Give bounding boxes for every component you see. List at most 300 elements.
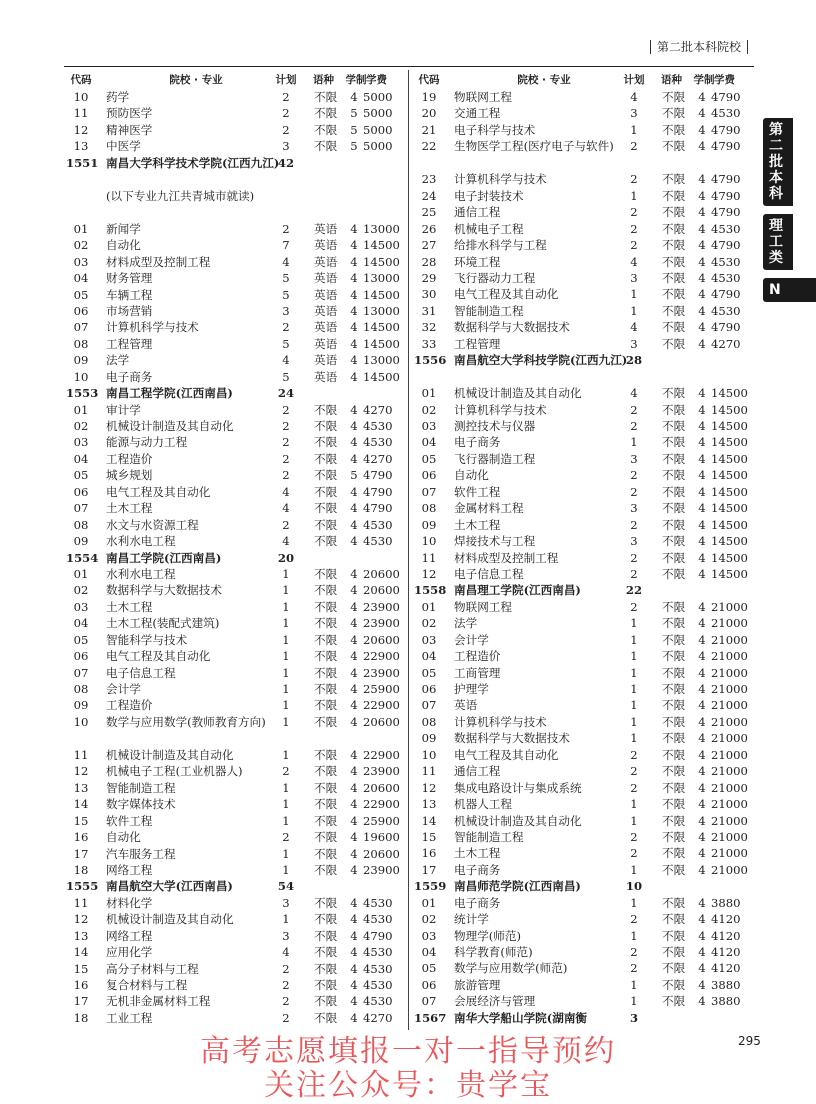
cell-name: 计算机科学与技术	[454, 172, 547, 187]
cell-years: 4	[350, 665, 358, 680]
column-header	[66, 72, 406, 89]
cell-lang: 不限	[662, 336, 686, 351]
cell-name: 南昌航空大学科技学院(江西九江)	[454, 353, 628, 368]
table-row	[66, 566, 406, 582]
cell-name: 护理学	[454, 682, 489, 696]
cell-plan: 4	[282, 534, 290, 549]
cell-fee: 14500	[363, 254, 400, 269]
cell-fee: 22900	[363, 698, 400, 713]
cell-plan: 2	[630, 402, 638, 417]
cell-plan: 1	[630, 287, 638, 302]
cell-plan: 1	[282, 616, 290, 631]
cell-code: 10	[73, 714, 89, 729]
cell-lang: 不限	[314, 139, 338, 154]
table-row	[414, 550, 754, 566]
cell-fee: 4530	[363, 994, 393, 1009]
cell-name: 精神医学	[106, 122, 153, 137]
cell-name: 数学与应用数学(教师教育方向)	[106, 714, 266, 729]
cell-plan: 1	[282, 912, 290, 927]
cell-fee: 13000	[363, 353, 400, 368]
cell-plan: 2	[282, 90, 290, 104]
cell-plan: 7	[282, 238, 290, 253]
cell-name: 机械设计制造及其自动化	[106, 747, 234, 762]
table-row	[66, 270, 406, 286]
cell-years: 4	[350, 649, 358, 664]
side-tab-letter: N	[763, 278, 816, 302]
cell-code: 08	[73, 682, 89, 696]
cell-fee: 14500	[711, 402, 748, 417]
cell-years: 4	[698, 566, 706, 581]
cell-fee: 21000	[711, 682, 748, 696]
cell-code: 07	[73, 320, 89, 335]
table-row	[66, 961, 406, 977]
table-row	[66, 829, 406, 845]
cell-name: 电气工程及其自动化	[106, 484, 211, 499]
cell-years: 4	[698, 862, 706, 877]
cell-lang: 不限	[662, 221, 686, 236]
cell-years: 4	[698, 106, 706, 121]
cell-years: 4	[698, 139, 706, 154]
table-row	[414, 862, 754, 878]
cell-name: 机械设计制造及其自动化	[454, 386, 582, 401]
cell-years: 4	[698, 501, 706, 516]
cell-plan: 2	[282, 830, 290, 845]
cell-name: 旅游管理	[454, 977, 501, 992]
cell-plan: 1	[282, 682, 290, 696]
cell-name: 工程管理	[454, 336, 501, 351]
cell-name: 水文与水资源工程	[106, 517, 199, 532]
table-row	[414, 418, 754, 434]
cell-name: 网络工程	[106, 862, 153, 877]
cell-name: 电气工程及其自动化	[106, 649, 211, 664]
table-row	[414, 993, 754, 1009]
table-row	[414, 122, 754, 138]
cell-fee: 4790	[711, 122, 741, 137]
cell-code: 20	[421, 106, 437, 121]
cell-lang: 不限	[314, 912, 338, 927]
table-row	[414, 665, 754, 681]
cell-code: 1551	[66, 155, 99, 170]
cell-plan: 1	[282, 862, 290, 877]
cell-name: 土木工程(装配式建筑)	[106, 616, 220, 631]
cell-name: 车辆工程	[106, 287, 153, 302]
cell-plan: 2	[282, 419, 290, 433]
table-row	[66, 632, 406, 648]
cell-name: 南昌工程学院(江西南昌)	[106, 386, 233, 401]
cell-code: 12	[73, 912, 89, 927]
table-row	[66, 993, 406, 1009]
cell-fee: 4790	[711, 172, 741, 187]
cell-years: 4	[350, 1010, 358, 1025]
cell-name: 数学与应用数学(师范)	[454, 961, 568, 976]
cell-lang: 英语	[314, 336, 338, 351]
cell-code: 04	[421, 435, 437, 450]
cell-years: 4	[350, 517, 358, 532]
table-row	[414, 105, 754, 121]
cell-code: 05	[421, 665, 437, 680]
column-header-years: 学制	[693, 74, 715, 86]
cell-name: 机械电子工程(工业机器人)	[106, 764, 243, 779]
cell-years: 4	[698, 649, 706, 664]
cell-plan: 2	[630, 172, 638, 187]
cell-name: 土木工程	[454, 517, 501, 532]
cell-code: 15	[73, 961, 89, 976]
table-row	[414, 270, 754, 286]
cell-name: 材料成型及控制工程	[106, 254, 211, 269]
table-row	[414, 648, 754, 664]
cell-years: 4	[698, 517, 706, 532]
cell-lang: 不限	[314, 106, 338, 121]
cell-name: 通信工程	[454, 764, 501, 779]
cell-fee: 4530	[711, 270, 741, 285]
cell-code: 02	[421, 402, 437, 417]
cell-fee: 14500	[363, 369, 400, 384]
cell-fee: 14500	[363, 238, 400, 253]
cell-years: 4	[698, 254, 706, 269]
cell-lang: 不限	[662, 599, 686, 614]
cell-fee: 14500	[363, 336, 400, 351]
cell-fee: 22900	[363, 797, 400, 812]
cell-plan: 2	[630, 747, 638, 762]
cell-lang: 不限	[662, 764, 686, 779]
table-row	[414, 681, 754, 697]
cell-fee: 13000	[363, 271, 400, 286]
cell-years: 4	[350, 303, 358, 318]
cell-plan: 3	[630, 270, 638, 285]
cell-fee: 4530	[363, 895, 393, 910]
table-row	[66, 846, 406, 862]
cell-code: 18	[73, 862, 89, 877]
cell-lang: 不限	[662, 435, 686, 450]
cell-years: 4	[698, 320, 706, 335]
cell-name: 南华大学船山学院(湖南衡	[454, 1010, 588, 1025]
cell-code: 03	[421, 632, 437, 647]
cell-years: 4	[698, 435, 706, 450]
cell-name: 电子信息工程	[454, 566, 524, 581]
cell-plan: 1	[630, 665, 638, 680]
cell-plan: 2	[282, 764, 290, 779]
cell-plan: 28	[625, 353, 643, 368]
side-tab-batch: 第二批本科	[763, 118, 793, 206]
cell-name: 电子商务	[454, 895, 501, 910]
cell-plan: 2	[630, 829, 638, 844]
cell-lang: 不限	[662, 945, 686, 959]
table-row	[66, 138, 406, 154]
cell-lang: 不限	[662, 320, 686, 335]
table-row	[66, 287, 406, 303]
cell-lang: 不限	[314, 961, 338, 976]
cell-plan: 10	[625, 879, 643, 894]
column-header-name: 院校 · 专业	[517, 74, 571, 86]
cell-code: 04	[421, 649, 437, 664]
cell-lang: 不限	[662, 139, 686, 154]
cell-name: 无机非金属材料工程	[106, 994, 211, 1009]
table-row	[414, 697, 754, 713]
cell-name: 电子信息工程	[106, 665, 176, 680]
column-header-fee: 学费	[714, 74, 735, 86]
cell-plan: 4	[282, 945, 290, 960]
cell-fee: 23900	[363, 764, 400, 779]
cell-code: 02	[73, 419, 89, 433]
cell-plan: 2	[630, 566, 638, 581]
cell-plan: 1	[630, 928, 638, 943]
cell-code: 04	[73, 616, 89, 631]
cell-fee: 14500	[711, 534, 748, 549]
cell-code: 02	[73, 238, 89, 253]
table-row	[66, 681, 406, 697]
cell-code: 29	[421, 270, 437, 285]
table-row	[66, 533, 406, 549]
cell-years: 4	[698, 451, 706, 466]
cell-lang: 不限	[662, 829, 686, 844]
table-row	[414, 566, 754, 582]
table-row	[414, 895, 754, 911]
cell-name: 法学	[106, 353, 130, 368]
cell-fee: 20600	[363, 566, 400, 581]
table-row	[66, 763, 406, 779]
cell-plan: 3	[630, 451, 638, 466]
cell-years: 4	[350, 534, 358, 549]
table-row	[414, 484, 754, 500]
cell-fee: 4120	[711, 928, 741, 943]
cell-fee: 21000	[711, 632, 748, 647]
cell-years: 4	[350, 336, 358, 351]
cell-fee: 4790	[711, 320, 741, 335]
cell-plan: 1	[282, 599, 290, 614]
cell-years: 4	[350, 994, 358, 1009]
cell-fee: 3880	[711, 977, 741, 992]
cell-plan: 1	[282, 813, 290, 828]
cell-lang: 不限	[662, 303, 686, 318]
cell-code: 1553	[66, 386, 99, 401]
cell-plan: 22	[625, 583, 643, 598]
cell-plan: 3	[282, 303, 290, 318]
table-row	[66, 434, 406, 450]
cell-plan: 2	[282, 402, 290, 417]
cell-years: 4	[350, 451, 358, 466]
cell-plan: 5	[282, 369, 290, 384]
cell-plan: 3	[630, 501, 638, 516]
cell-years: 4	[698, 682, 706, 696]
table-row	[66, 582, 406, 598]
cell-plan: 1	[630, 813, 638, 828]
school-row	[66, 155, 406, 188]
cell-years: 4	[698, 945, 706, 959]
column-header-code: 代码	[70, 74, 92, 86]
cell-lang: 英语	[314, 221, 338, 236]
cell-name: 交通工程	[454, 106, 501, 121]
cell-years: 4	[698, 895, 706, 910]
cell-fee: 21000	[711, 797, 748, 812]
cell-name: 智能制造工程	[454, 303, 524, 318]
cell-lang: 不限	[662, 862, 686, 877]
cell-years: 4	[698, 928, 706, 943]
cell-name: 工程造价	[106, 451, 153, 466]
cell-years: 4	[350, 435, 358, 450]
cell-code: 17	[73, 994, 89, 1009]
table-row	[66, 813, 406, 829]
cell-code: 11	[73, 106, 89, 121]
cell-code: 12	[421, 566, 437, 581]
cell-name: 智能制造工程	[454, 829, 524, 844]
table-row	[66, 89, 406, 105]
cell-fee: 4120	[711, 961, 741, 976]
cell-lang: 不限	[314, 649, 338, 664]
school-row	[414, 1010, 754, 1026]
cell-plan: 2	[630, 238, 638, 253]
column-divider	[408, 70, 409, 1030]
cell-name: 市场营销	[106, 303, 153, 318]
cell-fee: 4530	[363, 912, 393, 927]
table-row	[414, 204, 754, 220]
cell-name: 物联网工程	[454, 599, 512, 614]
cell-code: 02	[421, 616, 437, 631]
cell-lang: 英语	[314, 238, 338, 253]
cell-plan: 2	[630, 205, 638, 220]
cell-fee: 4790	[363, 468, 393, 483]
table-row	[66, 451, 406, 467]
cell-lang: 不限	[662, 205, 686, 220]
school-row	[414, 582, 754, 598]
cell-lang: 不限	[662, 797, 686, 812]
cell-code: 03	[73, 435, 89, 450]
cell-years: 4	[350, 813, 358, 828]
cell-name: 材料化学	[106, 895, 153, 910]
cell-years: 4	[350, 895, 358, 910]
cell-plan: 2	[630, 221, 638, 236]
cell-fee: 21000	[711, 698, 748, 713]
cell-plan: 2	[282, 1010, 290, 1025]
cell-name: 计算机科学与技术	[454, 402, 547, 417]
cell-years: 4	[698, 961, 706, 976]
cell-lang: 不限	[314, 517, 338, 532]
cell-plan: 1	[282, 797, 290, 812]
cell-code: 07	[421, 994, 437, 1009]
cell-years: 4	[698, 714, 706, 729]
table-row	[414, 286, 754, 302]
cell-years: 4	[350, 682, 358, 696]
cell-plan: 2	[282, 517, 290, 532]
cell-code: 11	[421, 764, 437, 779]
cell-plan: 1	[282, 566, 290, 581]
cell-plan: 2	[282, 994, 290, 1009]
cell-fee: 21000	[711, 780, 748, 795]
cell-lang: 不限	[662, 780, 686, 795]
cell-lang: 英语	[314, 369, 338, 384]
cell-years: 4	[350, 501, 358, 516]
cell-code: 04	[421, 945, 437, 959]
cell-plan: 1	[630, 632, 638, 647]
cell-plan: 1	[630, 122, 638, 137]
cell-fee: 4790	[711, 238, 741, 253]
table-row	[414, 813, 754, 829]
cell-plan: 2	[630, 517, 638, 532]
table-row	[414, 402, 754, 418]
cell-years: 4	[698, 599, 706, 614]
cell-code: 1556	[414, 353, 447, 368]
table-row	[66, 254, 406, 270]
cell-code: 07	[73, 501, 89, 516]
cell-plan: 2	[282, 122, 290, 137]
cell-plan: 24	[277, 386, 295, 401]
cell-name: 电气工程及其自动化	[454, 287, 559, 302]
cell-plan: 5	[282, 336, 290, 351]
cell-fee: 4270	[363, 402, 393, 417]
cell-code: 16	[73, 830, 89, 845]
cell-years: 4	[350, 566, 358, 581]
cell-lang: 不限	[662, 122, 686, 137]
cell-lang: 不限	[314, 616, 338, 631]
table-row	[66, 369, 406, 385]
cell-fee: 5000	[363, 90, 393, 104]
cell-name: 飞行器制造工程	[454, 451, 536, 466]
cell-plan: 1	[630, 714, 638, 729]
cell-plan: 1	[630, 682, 638, 696]
cell-lang: 不限	[662, 550, 686, 565]
cell-code: 03	[73, 599, 89, 614]
table-row	[66, 467, 406, 483]
cell-fee: 4530	[363, 517, 393, 532]
school-row	[66, 550, 406, 566]
cell-code: 02	[73, 583, 89, 598]
cell-name: 电气工程及其自动化	[454, 747, 559, 762]
cell-name: 机械设计制造及其自动化	[454, 813, 582, 828]
cell-fee: 20600	[363, 846, 400, 861]
cell-fee: 14500	[711, 451, 748, 466]
cell-code: 12	[73, 122, 89, 137]
cell-lang: 不限	[662, 468, 686, 483]
cell-lang: 不限	[662, 238, 686, 253]
cell-code: 09	[421, 731, 437, 746]
cell-name: 物联网工程	[454, 90, 512, 104]
table-row	[66, 862, 406, 878]
cell-name: 网络工程	[106, 928, 153, 943]
cell-years: 4	[698, 402, 706, 417]
cell-lang: 英语	[314, 271, 338, 286]
cell-years: 4	[350, 780, 358, 795]
cell-plan: 1	[282, 649, 290, 664]
cell-lang: 不限	[314, 846, 338, 861]
cell-plan: 1	[630, 862, 638, 877]
cell-name: 给排水科学与工程	[454, 238, 547, 253]
cell-years: 4	[698, 386, 706, 401]
cell-name: 智能制造工程	[106, 780, 176, 795]
cell-code: 01	[73, 566, 89, 581]
cell-years: 4	[350, 978, 358, 992]
cell-years: 4	[350, 912, 358, 927]
cell-fee: 20600	[363, 632, 400, 647]
cell-lang: 不限	[662, 451, 686, 466]
cell-years: 4	[350, 287, 358, 302]
cell-plan: 42	[277, 155, 295, 170]
cell-years: 4	[698, 780, 706, 795]
cell-lang: 不限	[662, 928, 686, 943]
cell-plan: 2	[630, 484, 638, 499]
cell-code: 19	[421, 90, 437, 104]
cell-lang: 英语	[314, 353, 338, 368]
cell-lang: 不限	[662, 254, 686, 269]
column-header-lang: 语种	[313, 74, 334, 86]
cell-plan: 3	[629, 1010, 639, 1025]
cell-lang: 不限	[662, 731, 686, 746]
cell-lang: 不限	[314, 468, 338, 483]
cell-plan: 20	[277, 550, 295, 565]
cell-lang: 不限	[314, 583, 338, 598]
cell-years: 4	[698, 468, 706, 483]
cell-years: 4	[698, 205, 706, 220]
cell-years: 4	[350, 599, 358, 614]
cell-plan: 4	[282, 254, 290, 269]
